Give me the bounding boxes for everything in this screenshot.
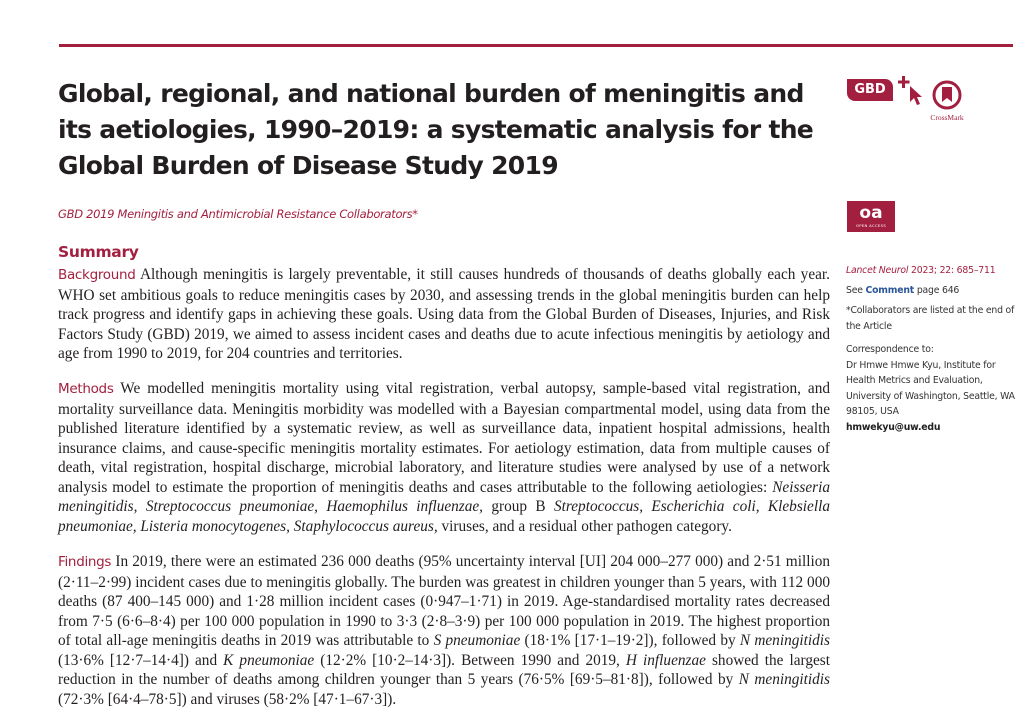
methods-paragraph [58, 379, 830, 536]
organism-name: N meningitidis [738, 671, 830, 688]
comment-link[interactable]: Comment [865, 285, 915, 296]
open-access-logo: oa [859, 203, 883, 223]
organism-name: S pneumoniae [433, 632, 521, 649]
correspondence-address: Dr Hmwe Hmwe Kyu, Institute for Health Metrics and Evaluation, University of Washington, Seattle, WA 98105, USA [846, 359, 1015, 417]
see-comment [846, 283, 1016, 299]
gbd-badge[interactable]: GBD [847, 79, 893, 101]
correspondence [846, 342, 1016, 435]
findings-paragraph [58, 552, 830, 709]
findings-text: In 2019, there were an estimated 236 000 deaths (95% uncertainty interval [UI] 204 000–277 000) and 2·51 million (2·11–2·99) incident cases due to meningitis globally. The burden was greatest in children younger than 5 years, with 112 000 deaths (87 400–145 000) and 1·28 million incident cases (0·947–1·71) in 2019. Age-standardised mortality rates decreased from 7·5 (6·6–8·4) per 100 000 population in 1990 to 3·3 (2·8–3·9) per 100 000 population in 2019. The highest proportion of total all-age meningitis deaths in 2019 was attributable to [58, 553, 830, 649]
journal-reference: 2023; 22: 685–711 [908, 265, 996, 276]
organism-list: Neisseria meningitidis, Streptococcus pneumoniae, Haemophilus influenzae, [58, 478, 830, 515]
findings-label: Findings [58, 554, 112, 570]
findings-text: (18·1% [17·1–19·2]), followed by [520, 632, 740, 649]
article-title: Global, regional, and national burden of meningitis and its aetiologies, 1990–2019: a systematic analysis for the Global Burden of Disease Study 2019 [58, 79, 814, 180]
organism-list: Streptococcus, Escherichia coli, Klebsiella pneumoniae, Listeria monocytogenes, Staphylococcus aureus, [58, 498, 830, 535]
crossmark-label: CrossMark [930, 113, 964, 122]
crossmark-icon [932, 80, 962, 110]
findings-text: (12·2% [10·2–14·3]). Between 1990 and 2019, [314, 651, 626, 669]
summary-heading: Summary [58, 243, 139, 261]
open-access-label: OPEN ACCESS [855, 223, 887, 228]
correspondence-email[interactable]: hmwekyu@uw.edu [846, 421, 941, 433]
methods-text: group B [483, 498, 554, 515]
see-prefix: See [846, 285, 866, 296]
findings-text: (72·3% [64·4–78·5]) and viruses (58·2% [47·1–67·3]). [58, 690, 397, 708]
author-group[interactable]: GBD 2019 Meningitis and Antimicrobial Resistance Collaborators* [58, 207, 418, 221]
findings-text: (13·6% [12·7–14·4]) and [58, 651, 224, 669]
methods-label: Methods [58, 381, 114, 397]
organism-name: H influenzae [625, 651, 706, 669]
background-paragraph [58, 265, 830, 364]
crossmark-cursor-icon [898, 74, 928, 108]
collaborators-note: *Collaborators are listed at the end of the Article [846, 305, 1015, 332]
correspondence-label: Correspondence to: [846, 344, 934, 355]
see-suffix: page 646 [914, 285, 960, 296]
background-text: Although meningitis is largely preventable, it still causes hundreds of thousands of deaths globally each year. WHO set ambitious goals to reduce meningitis cases by 2030, and assessing trends in the global meningitis burden can help track progress and identify gaps in achieving these goals. Using data from the Global Burden of Diseases, Injuries, and Risk Factors Study (GBD) 2019, we aimed to assess incident cases and deaths due to acute infectious meningitis by aetiology and age from 1990 to 2019, for 204 countries and territories. [58, 266, 830, 362]
journal-name: Lancet Neurol [846, 265, 909, 276]
findings-text: showed the largest reduction in the number of deaths among children younger than 5 years (76·5% [69·5–81·8]), followed by [58, 651, 830, 688]
methods-text: viruses, and a residual other pathogen category. [437, 517, 732, 535]
background-label: Background [58, 267, 136, 283]
crossmark-button[interactable] [925, 80, 969, 122]
header-rule [59, 44, 1013, 47]
organism-name: N meningitidis [739, 632, 830, 649]
methods-text: We modelled meningitis mortality using vital registration, verbal autopsy, sample-based vital registration, and mortality surveillance data. Meningitis morbidity was modelled with a Bayesian compartmental model, using data from the published literature identified by a systematic review, as well as surveillance data, inpatient hospital admissions, health insurance claims, and cause-specific meningitis mortality estimates. For aetiology estimation, data from multiple causes of death, vital registration, hospital discharge, microbial laboratory, and literature studies were analysed by use of a network analysis model to estimate the proportion of meningitis deaths and cases attributable to the following aetiologies: [58, 380, 830, 496]
organism-name: K pneumoniae [223, 651, 315, 669]
journal-citation [846, 263, 1016, 279]
open-access-badge [847, 201, 895, 232]
